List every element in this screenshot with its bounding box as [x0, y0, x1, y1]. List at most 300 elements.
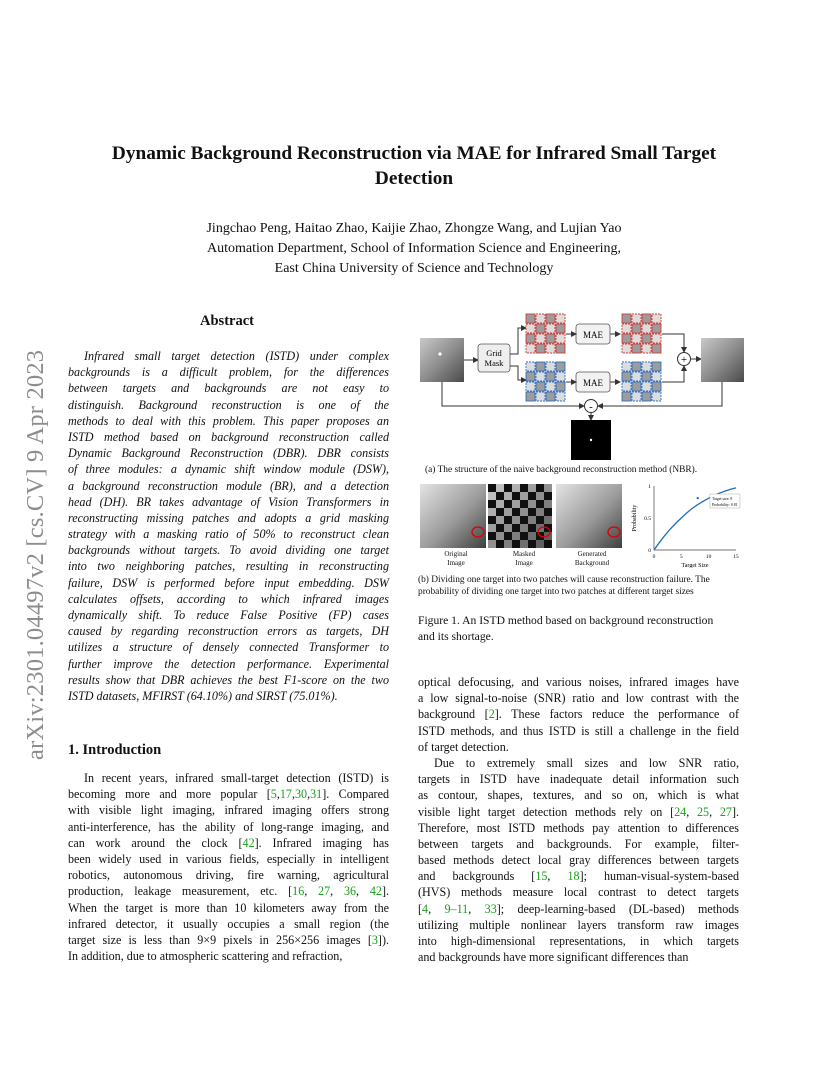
- image-label: [568, 550, 616, 568]
- patch-cell: [546, 382, 555, 391]
- right-column-text: [418, 674, 739, 965]
- mask-cell: [536, 508, 544, 516]
- mask-cell: [544, 540, 552, 548]
- text-line: [68, 819, 389, 835]
- mask-cell: [544, 492, 552, 500]
- citation-link[interactable]: 30: [294, 787, 308, 802]
- arrow: [510, 328, 526, 354]
- text-segment: between targets and backgrounds. For example, filter-: [418, 836, 739, 851]
- mask-cell: [528, 508, 536, 516]
- patch-cell: [536, 382, 545, 391]
- text-line: [418, 901, 739, 917]
- mask-cell: [488, 508, 496, 516]
- image-label: [504, 550, 544, 568]
- patch-cell: [546, 324, 555, 333]
- mask-cell: [488, 532, 496, 540]
- text-segment: into high-dimensional representations, in which targets: [418, 934, 739, 948]
- mask-cell: [512, 508, 520, 516]
- mask-cell: [520, 524, 528, 532]
- text-segment: ,: [547, 869, 568, 884]
- text-segment: Due to extremely small sizes and low SNR ratio,: [434, 755, 739, 770]
- nbr-diagram: [418, 310, 746, 470]
- mask-cell: [528, 540, 536, 548]
- abstract-line: a background reconstruction module (BR), and a detection: [68, 478, 389, 493]
- mask-cell: [496, 516, 504, 524]
- minus-symbol: -: [589, 401, 593, 413]
- y-tick-label: 1: [648, 484, 651, 490]
- image-label-line: Generated: [577, 550, 607, 558]
- mask-cell: [488, 484, 496, 492]
- title-line: Detection: [374, 168, 454, 189]
- text-segment: ]. Compared: [322, 787, 390, 802]
- generated-background: [556, 484, 622, 548]
- abstract-line: results show that DBR achieves the best F1-score on the two: [68, 672, 389, 687]
- mask-cell: [512, 532, 520, 540]
- text-segment: visible light target detection methods rely on [: [418, 804, 675, 819]
- text-line: [418, 706, 739, 722]
- mask-cell: [528, 524, 536, 532]
- patch-cell: [526, 382, 535, 391]
- mask-cell: [488, 524, 496, 532]
- text-segment: ,: [428, 901, 445, 916]
- text-segment: ]; deep-learning-based (DL-based) methods: [496, 901, 740, 916]
- patch-cell: [642, 344, 651, 353]
- arxiv-stamp-text: arXiv:2301.04497v2 [cs.CV] 9 Apr 2023: [22, 349, 49, 760]
- patch-cell: [652, 372, 661, 381]
- patch-cell: [536, 372, 545, 381]
- mask-cell: [512, 492, 520, 500]
- text-segment: ]. These factors reduce the performance of: [494, 707, 739, 722]
- text-segment: ]; human-visual-system-based: [579, 869, 739, 884]
- text-line: [68, 835, 389, 851]
- patch-cell: [642, 314, 651, 323]
- arxiv-stamp: [22, 300, 50, 760]
- paper-title: [80, 141, 748, 191]
- patch-cell: [556, 344, 565, 353]
- text-line: [418, 933, 739, 949]
- text-segment: background [: [418, 707, 489, 722]
- abstract-line: of three modules: a dynamic shift window module (DSW),: [68, 462, 389, 477]
- image-label-line: Image: [447, 559, 465, 567]
- mask-cell: [528, 492, 536, 500]
- y-axis-label: Probability: [632, 504, 638, 532]
- text-segment: When the target is more than 10 kilometers away from the: [68, 900, 389, 915]
- citation-link[interactable]: 31: [310, 787, 323, 802]
- highlight-point: [697, 497, 699, 499]
- mask-cell: [496, 484, 504, 492]
- text-segment: ].: [381, 884, 390, 899]
- x-tick-label: 10: [705, 554, 712, 560]
- text-line: [68, 851, 389, 867]
- patch-cell: [526, 334, 535, 343]
- text-line: [418, 884, 739, 900]
- citation-link[interactable]: 3: [371, 932, 378, 947]
- plus-symbol: +: [680, 354, 688, 366]
- image-label-line: Image: [515, 559, 533, 567]
- abstract-line: Infrared small target detection (ISTD) under complex: [84, 349, 389, 363]
- patch-cell: [556, 382, 565, 391]
- arrow: [510, 366, 526, 380]
- patch-cell: [622, 382, 631, 391]
- abstract-body: [68, 348, 389, 704]
- mask-cell: [536, 484, 544, 492]
- citation-link[interactable]: 9–11: [444, 901, 469, 916]
- abstract-line: distinguish. Background reconstruction is one of the: [68, 397, 389, 412]
- mask-cell: [512, 484, 520, 492]
- patch-cell: [652, 334, 661, 343]
- text-segment: optical defocusing, and various noises, infrared images have: [418, 675, 739, 689]
- grid-mask-label: Mask: [484, 358, 504, 368]
- mask-cell: [504, 516, 512, 524]
- citation-link[interactable]: 27: [719, 804, 732, 819]
- patch-cell: [536, 344, 545, 353]
- text-line: [418, 868, 739, 884]
- patch-cell: [526, 344, 535, 353]
- subcaption-b-line: (b) Dividing one target into two patches will cause reconstruction failure. The: [418, 575, 710, 585]
- abstract-line: into two neighboring patches, resulting in reconstructing: [68, 559, 389, 574]
- mask-cell: [488, 540, 496, 548]
- text-segment: robotics, autonomous driving, fire warning, agricultural: [68, 868, 389, 883]
- input-ir-image: [420, 338, 464, 382]
- patch-cell: [546, 344, 555, 353]
- target-dot: [438, 352, 441, 355]
- citation-link[interactable]: 4: [422, 901, 429, 916]
- mask-cell: [520, 500, 528, 508]
- text-segment: based methods detect local gray differences between targets: [418, 853, 739, 868]
- text-segment: ]).: [377, 932, 389, 947]
- mask-cell: [496, 500, 504, 508]
- patch-cell: [632, 372, 641, 381]
- mask-cell: [536, 540, 544, 548]
- text-segment: and backgrounds have more significant differences than: [418, 950, 689, 965]
- text-segment: production, leakage measurement, etc. [: [68, 884, 293, 899]
- abstract-line: reconstructing missing patches and adopts a grid masking: [68, 510, 389, 525]
- probability-chart: [624, 478, 744, 568]
- figure-caption: [418, 613, 739, 645]
- image-label-line: Original: [444, 550, 468, 558]
- patch-cell: [652, 344, 661, 353]
- subcaption-b: [418, 574, 710, 598]
- text-line: [418, 804, 739, 820]
- text-segment: with visible light imaging, infrared imaging offers strong: [68, 803, 389, 818]
- abstract-line: strategy with a masking ratio of 50% to reconstruct clean: [68, 527, 389, 542]
- text-line: [418, 949, 739, 965]
- text-segment: and backgrounds [: [418, 869, 536, 884]
- patch-cell: [622, 392, 631, 401]
- mask-cell: [544, 500, 552, 508]
- citation-link[interactable]: 42: [242, 835, 255, 850]
- x-tick-label: 0: [652, 554, 656, 560]
- patch-cell: [526, 372, 535, 381]
- mask-cell: [536, 500, 544, 508]
- arrow: [662, 334, 684, 352]
- patch-cell: [632, 324, 641, 333]
- patch-cell: [526, 362, 535, 371]
- patch-cell: [632, 344, 641, 353]
- patch-cell: [642, 392, 651, 401]
- mask-cell: [512, 500, 520, 508]
- abstract-line: between targets and backgrounds are not easy to: [68, 381, 389, 396]
- text-segment: ,: [307, 787, 311, 802]
- mask-cell: [528, 532, 536, 540]
- y-tick-label: 0.5: [644, 516, 651, 522]
- author-names: Jingchao Peng, Haitao Zhao, Kaijie Zhao, Zhongze Wang, and Lujian Yao: [206, 221, 622, 236]
- text-line: [68, 916, 389, 932]
- patch-cell: [622, 334, 631, 343]
- patch-cell: [642, 324, 651, 333]
- text-line: [68, 932, 389, 948]
- citation-link[interactable]: 17: [279, 787, 292, 802]
- patch-cell: [546, 372, 555, 381]
- patch-cell: [526, 314, 535, 323]
- text-segment: ,: [304, 884, 319, 899]
- patch-cell: [642, 362, 651, 371]
- image-label: [436, 550, 476, 568]
- text-line: [68, 883, 389, 899]
- patch-cell: [526, 392, 535, 401]
- text-segment: target size is less than 9×9 pixels in 256×256 images [: [68, 932, 372, 947]
- mask-cell: [504, 500, 512, 508]
- citation-link[interactable]: 36: [343, 884, 357, 899]
- text-line: [68, 867, 389, 883]
- mask-cell: [496, 492, 504, 500]
- mask-cell: [504, 540, 512, 548]
- figure-caption-line: Figure 1. An ISTD method based on background reconstruction: [418, 614, 714, 627]
- patch-cell: [546, 392, 555, 401]
- mae-label: MAE: [583, 330, 603, 340]
- text-line: [418, 755, 739, 771]
- figure-1: [418, 310, 746, 605]
- image-label-line: Masked: [512, 550, 536, 558]
- text-line: [68, 770, 389, 786]
- citation-link[interactable]: 42: [369, 884, 382, 899]
- citation-link[interactable]: 16: [292, 884, 305, 899]
- patch-cell: [652, 382, 661, 391]
- mask-cell: [504, 484, 512, 492]
- mask-cell: [528, 484, 536, 492]
- text-line: [418, 820, 739, 836]
- citation-link[interactable]: 24: [674, 804, 687, 819]
- text-line: [418, 836, 739, 852]
- patch-cell: [556, 372, 565, 381]
- figure-caption-line: and its shortage.: [418, 630, 494, 643]
- mask-cell: [520, 540, 528, 548]
- mask-cell: [496, 532, 504, 540]
- patch-cell: [632, 314, 641, 323]
- text-segment: ISTD methods, and thus ISTD is still a challenge in the field: [418, 723, 739, 738]
- x-tick-label: 15: [733, 554, 739, 560]
- patch-cell: [632, 392, 641, 401]
- text-line: [418, 852, 739, 868]
- mask-cell: [488, 516, 496, 524]
- abstract-line: utilizes a structure of densely connected Transformer to: [68, 640, 389, 655]
- text-segment: as contour, shapes, textures, and so on, which is what: [418, 788, 739, 803]
- patch-cell: [622, 372, 631, 381]
- mask-cell: [496, 524, 504, 532]
- mask-cell: [512, 524, 520, 532]
- text-segment: of target detection.: [418, 739, 509, 754]
- mask-cell: [504, 492, 512, 500]
- mask-cell: [520, 508, 528, 516]
- patch-cell: [642, 372, 651, 381]
- mask-cell: [512, 516, 520, 524]
- abstract-heading: Abstract: [200, 313, 254, 329]
- text-segment: becoming more and more popular [: [68, 787, 271, 802]
- patch-cell: [536, 324, 545, 333]
- abstract-line: caused by regarding reconstruction errors as targets, DH: [68, 624, 389, 639]
- text-segment: a low signal-to-noise (SNR) ratio and low contrast with the: [418, 691, 739, 706]
- mask-cell: [536, 492, 544, 500]
- patch-cell: [536, 392, 545, 401]
- mask-cell: [544, 484, 552, 492]
- text-segment: ,: [468, 901, 485, 916]
- text-line: [418, 771, 739, 787]
- abstract-line: backgrounds without targets. To avoid dividing one target: [68, 543, 389, 558]
- legend-entry: Probability: 0.81: [712, 503, 738, 507]
- text-segment: In recent years, infrared small-target detection (ISTD) is: [84, 771, 389, 785]
- mask-cell: [544, 508, 552, 516]
- mask-cell: [496, 540, 504, 548]
- patch-cell: [642, 382, 651, 391]
- abstract-line: Dynamic Background Reconstruction (DBR). DBR consists: [68, 446, 389, 461]
- text-segment: ]. Infrared imaging has: [254, 835, 389, 850]
- section-heading: 1. Introduction: [68, 742, 162, 758]
- abstract-line: ISTD method based on background reconstruction called: [68, 429, 389, 444]
- author-block: [80, 219, 748, 279]
- patch-cell: [536, 314, 545, 323]
- patch-cell: [536, 362, 545, 371]
- mae-label: MAE: [583, 378, 603, 388]
- patch-cell: [556, 392, 565, 401]
- abstract-line: failure, DSW is performed before input embedding. DSW: [68, 575, 389, 590]
- mask-cell: [528, 516, 536, 524]
- citation-link[interactable]: 2: [488, 707, 495, 722]
- abstract-line: further improve the detection performance. Experimental: [68, 656, 389, 671]
- y-tick-label: 0: [648, 548, 651, 554]
- arrow: [662, 366, 684, 382]
- legend-entry: Target size: 8: [712, 497, 733, 501]
- text-segment: anti-interference, has the ability of long-range imaging, and: [68, 819, 389, 834]
- affiliation-line: Automation Department, School of Information Science and Engineering,: [206, 241, 622, 256]
- text-segment: targets in ISTD have inadequate detail information such: [418, 772, 739, 787]
- text-segment: utilizing multiple nonlinear layers transform raw images: [418, 917, 739, 932]
- patch-cell: [632, 362, 641, 371]
- text-line: [68, 802, 389, 818]
- text-segment: Therefore, most ISTD methods pay attention to differences: [418, 820, 739, 835]
- mask-cell: [520, 532, 528, 540]
- citation-link[interactable]: 33: [484, 901, 497, 916]
- text-line: [418, 787, 739, 803]
- text-segment: ,: [356, 884, 370, 899]
- patch-cell: [556, 324, 565, 333]
- patch-cell: [632, 382, 641, 391]
- patch-cell: [652, 314, 661, 323]
- mask-cell: [504, 508, 512, 516]
- citation-link[interactable]: 15: [535, 869, 548, 884]
- mask-cell: [528, 500, 536, 508]
- mask-cell: [520, 492, 528, 500]
- detected-target: [590, 439, 592, 441]
- citation-link[interactable]: 5: [270, 787, 277, 802]
- title-line: Dynamic Background Reconstruction via MAE for Infrared Small Target: [111, 143, 717, 164]
- abstract-line: methods to deal with this problem. This paper proposes an: [68, 413, 389, 428]
- patch-cell: [622, 314, 631, 323]
- patch-cell: [652, 324, 661, 333]
- reconstructed-background: [701, 338, 744, 382]
- mask-cell: [544, 516, 552, 524]
- original-image: [420, 484, 486, 548]
- text-segment: infrared detector, it usually occupies a small region (the: [68, 916, 389, 931]
- text-line: [418, 690, 739, 706]
- text-line: [418, 723, 739, 739]
- patch-cell: [546, 334, 555, 343]
- text-line: [68, 948, 389, 964]
- x-axis-label: Target Size: [681, 563, 709, 568]
- patch-cell: [546, 362, 555, 371]
- mask-cell: [520, 484, 528, 492]
- text-segment: ].: [731, 804, 739, 819]
- patch-cell: [622, 344, 631, 353]
- text-segment: ,: [709, 804, 720, 819]
- patch-cell: [556, 362, 565, 371]
- mask-cell: [488, 500, 496, 508]
- abstract-line: backgrounds is a difficult problem, for the differences: [68, 365, 389, 380]
- citation-link[interactable]: 27: [318, 884, 331, 899]
- patch-cell: [652, 362, 661, 371]
- patch-cell: [652, 392, 661, 401]
- abstract-line: dynamically shift. To reduce False Positive (FP) cases: [68, 608, 389, 622]
- text-segment: been widely used in various fields, especially in intelligent: [68, 851, 389, 866]
- affiliation-line: East China University of Science and Technology: [274, 261, 554, 276]
- text-line: [68, 900, 389, 916]
- text-line: [418, 739, 739, 755]
- abstract-line: ISTD datasets, MFIRST (64.10%) and SIRST (75.01%).: [68, 688, 338, 703]
- mask-cell: [504, 532, 512, 540]
- image-label-line: Background: [574, 559, 610, 567]
- mask-cell: [496, 508, 504, 516]
- text-segment: [: [418, 901, 423, 916]
- patch-cell: [642, 334, 651, 343]
- text-line: [68, 786, 389, 802]
- subcaption-b-line: probability of dividing one target into two patches at different target sizes: [418, 587, 694, 597]
- text-segment: ,: [276, 787, 280, 802]
- patch-cell: [622, 324, 631, 333]
- text-line: [418, 674, 739, 690]
- patch-cell: [536, 334, 545, 343]
- citation-link[interactable]: 18: [567, 869, 580, 884]
- mask-cell: [488, 492, 496, 500]
- text-segment: (HVS) methods measure local contrast to detect targets: [418, 885, 739, 900]
- patch-cell: [622, 362, 631, 371]
- abstract-line: calculates offsets, according to which infrared images: [68, 591, 389, 606]
- patch-cell: [632, 334, 641, 343]
- mask-cell: [512, 540, 520, 548]
- mask-cell: [504, 524, 512, 532]
- text-segment: ,: [330, 884, 344, 899]
- mask-cell: [520, 516, 528, 524]
- text-line: [418, 917, 739, 933]
- abstract-line: head (DH). BR takes advantage of Vision Transformers in: [68, 494, 389, 509]
- subcaption-a: (a) The structure of the naive background reconstruction method (NBR).: [425, 465, 698, 475]
- patch-cell: [556, 334, 565, 343]
- intro-text: [68, 770, 389, 964]
- grid-mask-label: Grid: [486, 348, 502, 358]
- patch-cell: [526, 324, 535, 333]
- patch-cell: [546, 314, 555, 323]
- patch-cell: [556, 314, 565, 323]
- text-segment: can work around the clock [: [68, 835, 243, 850]
- citation-link[interactable]: 25: [696, 804, 710, 819]
